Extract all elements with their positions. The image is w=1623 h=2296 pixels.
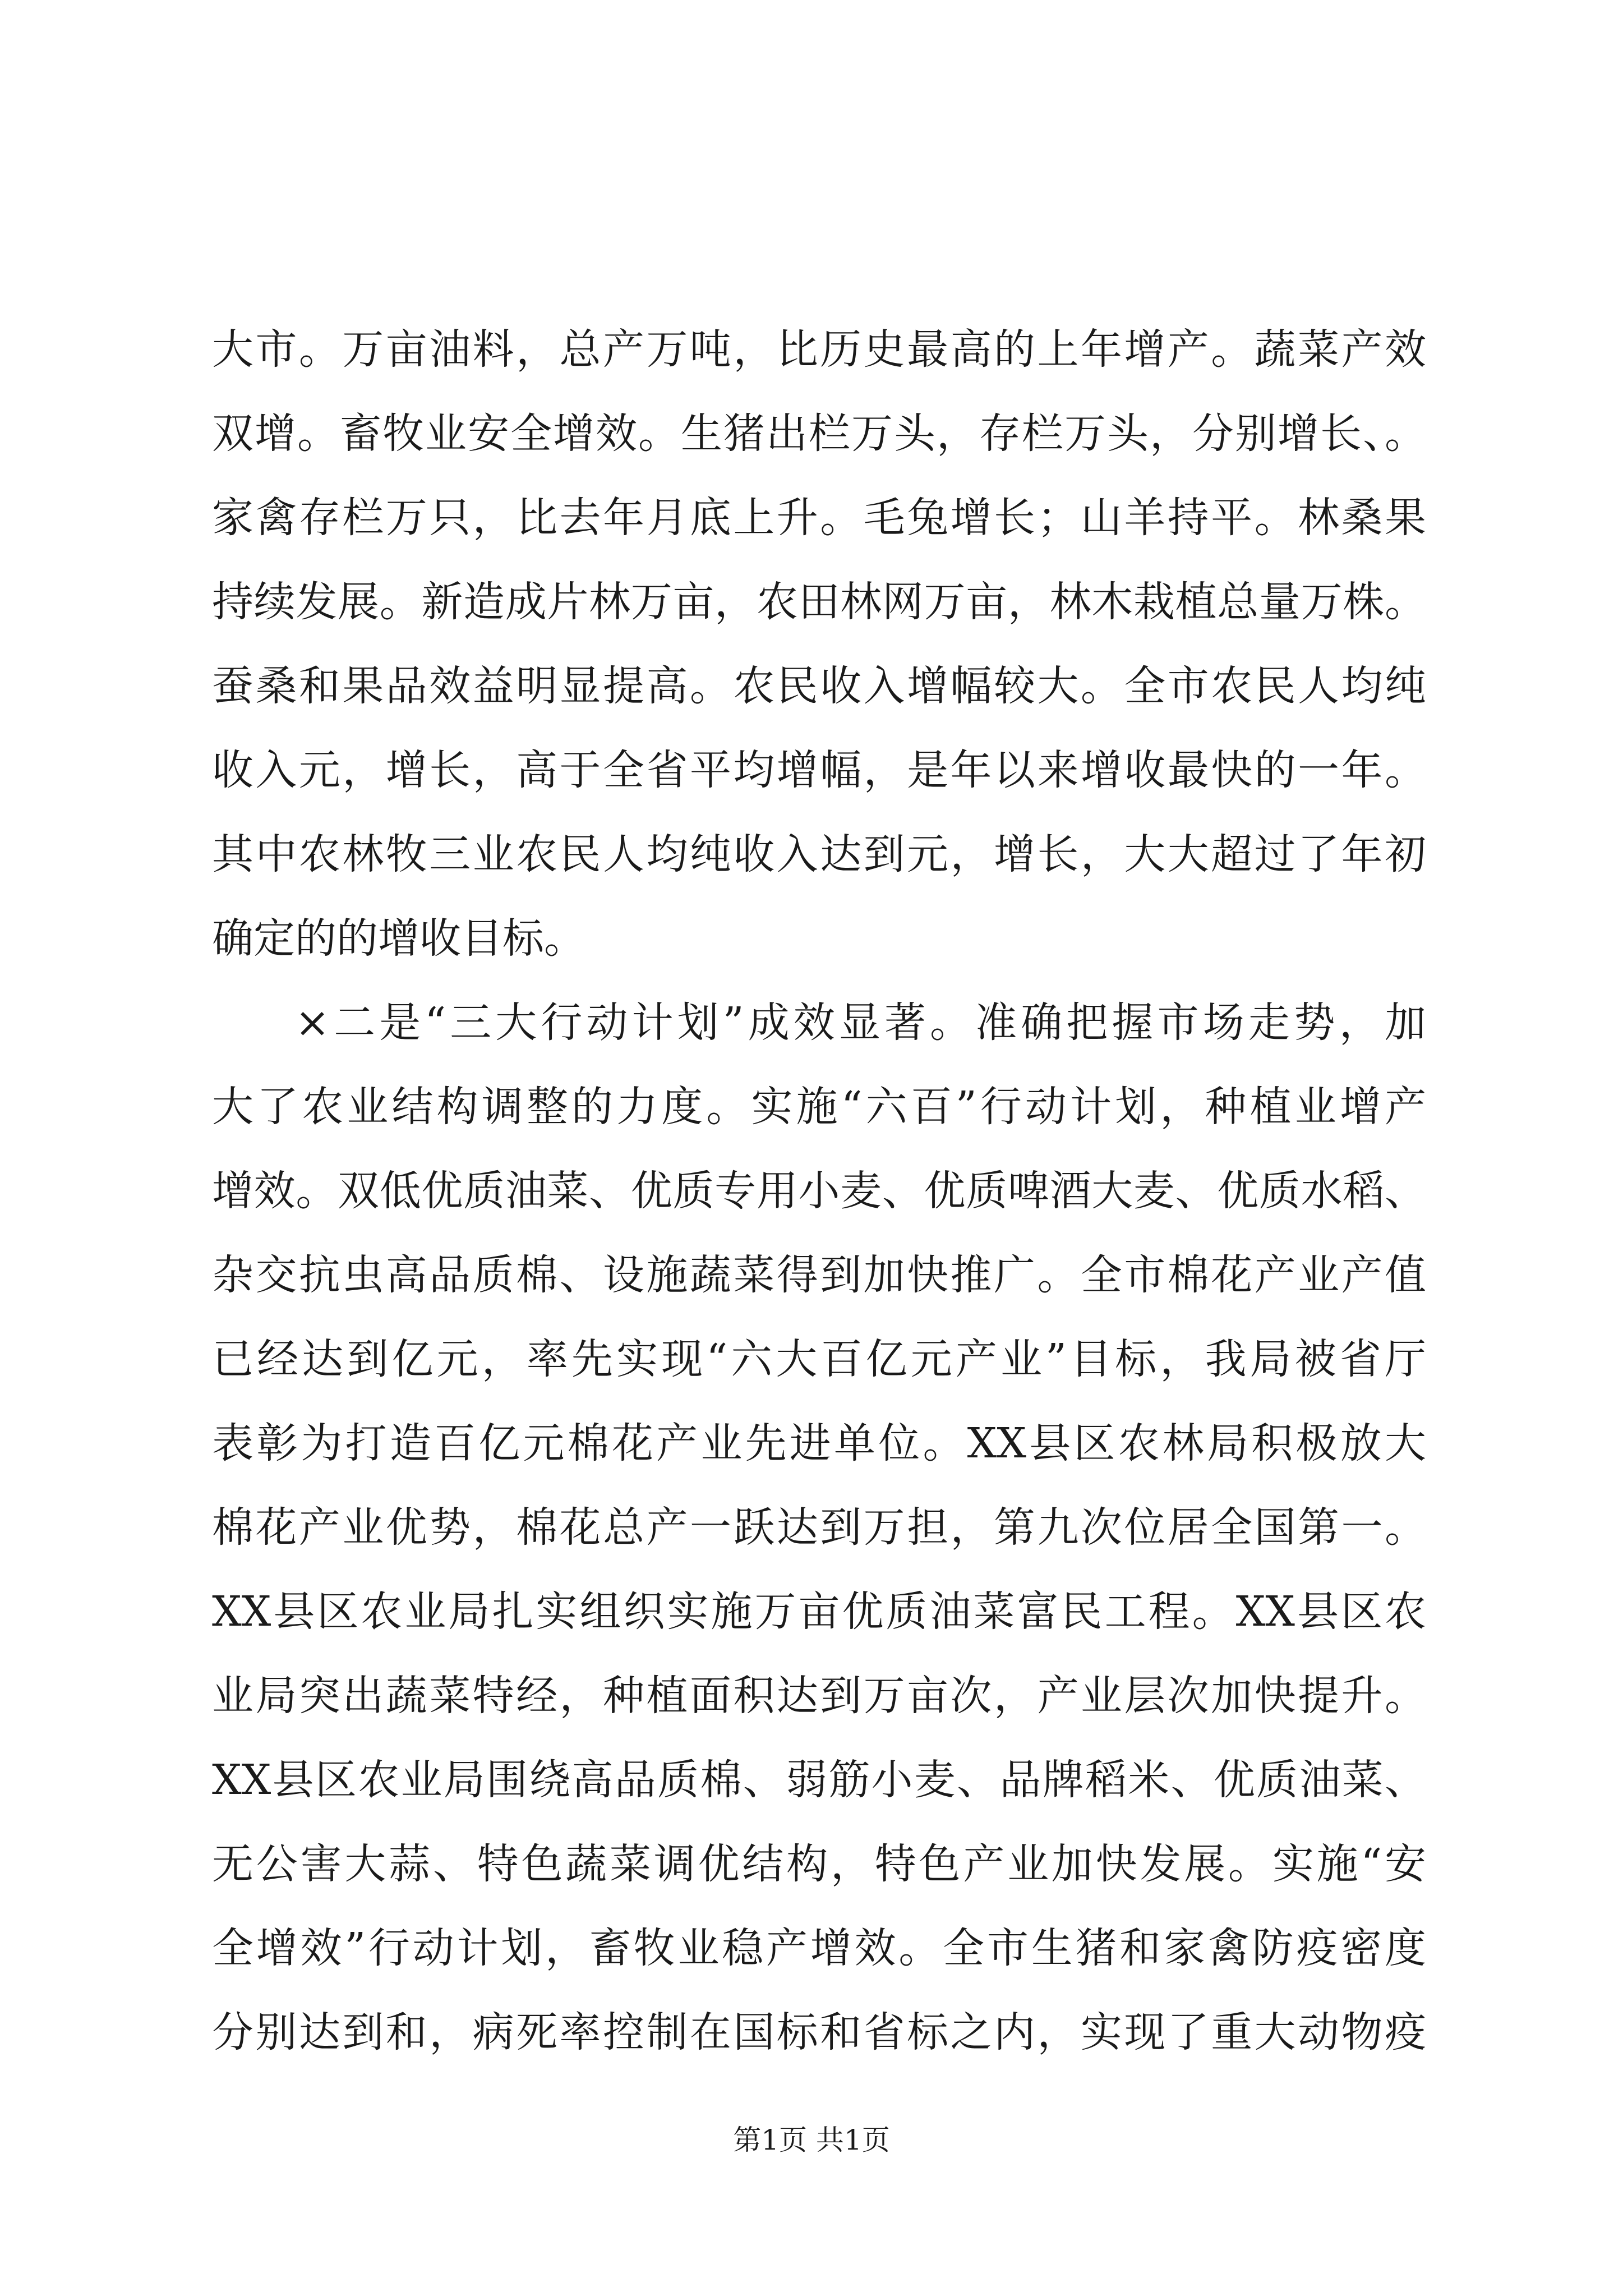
text-line-10: 大了农业结构调整的力度。实施“六百”行动计划，种植业增产 (212, 1083, 1426, 1131)
text-line-9: ×二是“三大行动计划”成效显著。准确把握市场走势，加 (295, 999, 1426, 1047)
text-line-8: 确定的的增收目标。 (212, 914, 585, 963)
text-line-21: 分别达到和，病死率控制在国标和省标之内，实现了重大动物疫 (212, 2008, 1426, 2056)
text-line-18: XX县区农业局围绕高品质棉、弱筋小麦、品牌稻米、优质油菜、 (212, 1756, 1426, 1804)
text-line-16: XX县区农业局扎实组织实施万亩优质油菜富民工程。XX县区农 (212, 1588, 1426, 1636)
text-line-7: 其中农林牧三业农民人均纯收入达到元，增长，大大超过了年初 (212, 830, 1426, 878)
text-line-11: 增效。双低优质油菜、优质专用小麦、优质啤酒大麦、优质水稻、 (212, 1167, 1426, 1215)
text-line-1: 大市。万亩油料，总产万吨，比历史最高的上年增产。蔬菜产效 (212, 325, 1426, 374)
text-line-17: 业局突出蔬菜特经，种植面积达到万亩次，产业层次加快提升。 (212, 1672, 1426, 1720)
text-line-15: 棉花产业优势，棉花总产一跃达到万担，第九次位居全国第一。 (212, 1503, 1426, 1552)
text-line-2: 双增。畜牧业安全增效。生猪出栏万头，存栏万头，分别增长、。 (212, 409, 1426, 458)
text-line-5: 蚕桑和果品效益明显提高。农民收入增幅较大。全市农民人均纯 (212, 662, 1426, 710)
text-line-12: 杂交抗虫高品质棉、设施蔬菜得到加快推广。全市棉花产业产值 (212, 1251, 1426, 1299)
text-line-20: 全增效”行动计划，畜牧业稳产增效。全市生猪和家禽防疫密度 (212, 1924, 1426, 1972)
text-line-6: 收入元，增长，高于全省平均增幅，是年以来增收最快的一年。 (212, 746, 1426, 794)
text-line-3: 家禽存栏万只，比去年月底上升。毛兔增长；山羊持平。林桑果 (212, 494, 1426, 542)
text-line-13: 已经达到亿元，率先实现“六大百亿元产业”目标，我局被省厅 (212, 1335, 1426, 1383)
text-line-19: 无公害大蒜、特色蔬菜调优结构，特色产业加快发展。实施“安 (212, 1840, 1426, 1888)
page-footer: 第1页 共1页 (733, 2124, 890, 2156)
text-line-4: 持续发展。新造成片林万亩，农田林网万亩，林木栽植总量万株。 (212, 578, 1426, 626)
document-body (212, 307, 1426, 2074)
text-line-14: 表彰为打造百亿元棉花产业先进单位。XX县区农林局积极放大 (212, 1419, 1426, 1467)
